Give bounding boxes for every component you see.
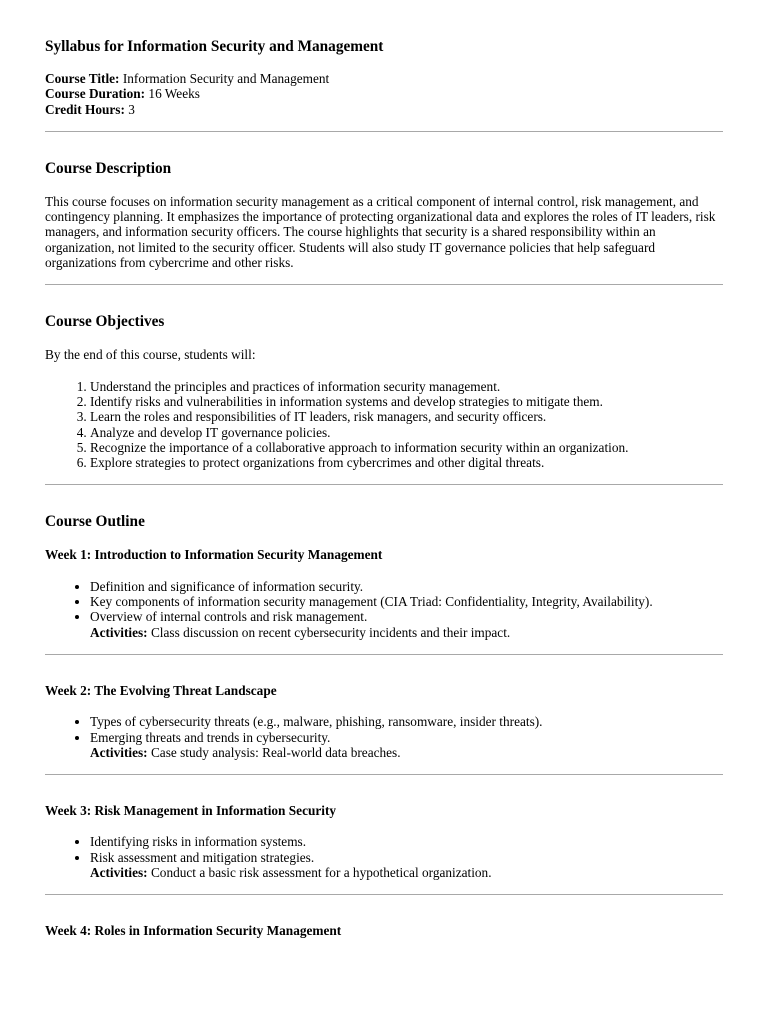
description-text: This course focuses on information security management as a critical component of internal control, risk management, and contingency planning. It emphasizes the importance of protecting organizational data and explores the roles of IT leaders, risk managers, and information security officers. The course highlights that security is a shared responsibility within an organization, not limited to the security officer. Students will also study IT governance policies that help safeguard organizations from cybercrime and other risks. [45, 193, 716, 271]
course-meta [45, 71, 723, 117]
objective-item: 1. Understand the principles and practices of information security management. [90, 379, 723, 394]
topic-item [90, 730, 723, 761]
week-heading: Week 3: Risk Management in Information Security [45, 803, 337, 819]
topic-text: Overview of internal controls and risk management. [90, 609, 368, 625]
topic-item: • Identifying risks in information systems. [90, 834, 723, 849]
activities-label: Activities: [90, 865, 148, 881]
objective-item: 4. Analyze and develop IT governance policies. [90, 425, 723, 440]
activities-text: Class discussion on recent cybersecurity incidents and their impact. [150, 624, 511, 640]
objective-item: 3. Learn the roles and responsibilities of IT leaders, risk managers, and security officers. [90, 409, 723, 424]
topic-text: Emerging threats and trends in cybersecurity. [90, 729, 331, 745]
divider [45, 654, 723, 655]
divider [45, 131, 723, 132]
meta-label: Course Title: [45, 71, 120, 86]
activities-text: Case study analysis: Real-world data breaches. [150, 744, 401, 760]
section-heading-objectives: Course Objectives [45, 313, 165, 331]
meta-label: Credit Hours: [45, 101, 125, 117]
section-heading-outline: Course Outline [45, 513, 145, 531]
topic-item: • Definition and significance of information security. [90, 579, 723, 594]
meta-label: Course Duration: [45, 86, 146, 102]
divider [45, 894, 723, 895]
week-heading: Week 1: Introduction to Information Security Management [45, 547, 383, 563]
meta-value: Information Security and Management [122, 71, 330, 86]
topic-item: • Key components of information security management (CIA Triad: Confidentiality, Integrity, Availability). [90, 594, 723, 609]
meta-value: 3 [128, 101, 135, 117]
topic-item [90, 850, 723, 881]
objectives-intro: By the end of this course, students will: [45, 347, 256, 363]
week-heading: Week 2: The Evolving Threat Landscape [45, 682, 277, 698]
topic-item: • Types of cybersecurity threats (e.g., malware, phishing, ransomware, insider threats). [90, 714, 723, 729]
week-heading: Week 4: Roles in Information Security Management [45, 923, 342, 939]
activities-label: Activities: [90, 624, 148, 640]
activities-label: Activities: [90, 744, 148, 760]
objective-item: 6. Explore strategies to protect organizations from cybercrimes and other digital threats. [90, 455, 723, 470]
divider [45, 284, 723, 285]
divider [45, 774, 723, 775]
meta-credit-hours [45, 102, 723, 117]
meta-course-title [45, 71, 723, 86]
objective-item: 2. Identify risks and vulnerabilities in information systems and develop strategies to mitigate them. [90, 394, 723, 409]
topic-text: Risk assessment and mitigation strategies. [90, 849, 315, 865]
document-title: Syllabus for Information Security and Management [45, 38, 384, 55]
meta-course-duration [45, 86, 723, 101]
week-topics-list [45, 834, 723, 880]
topic-item [90, 609, 723, 640]
objectives-list [45, 379, 723, 471]
meta-value: 16 Weeks [148, 86, 200, 102]
section-heading-description: Course Description [45, 159, 172, 177]
activities-text: Conduct a basic risk assessment for a hypothetical organization. [150, 865, 492, 881]
week-topics-list [45, 714, 723, 760]
objective-item: 5. Recognize the importance of a collaborative approach to information security within an organization. [90, 440, 723, 455]
divider [45, 484, 723, 485]
week-topics-list [45, 579, 723, 640]
